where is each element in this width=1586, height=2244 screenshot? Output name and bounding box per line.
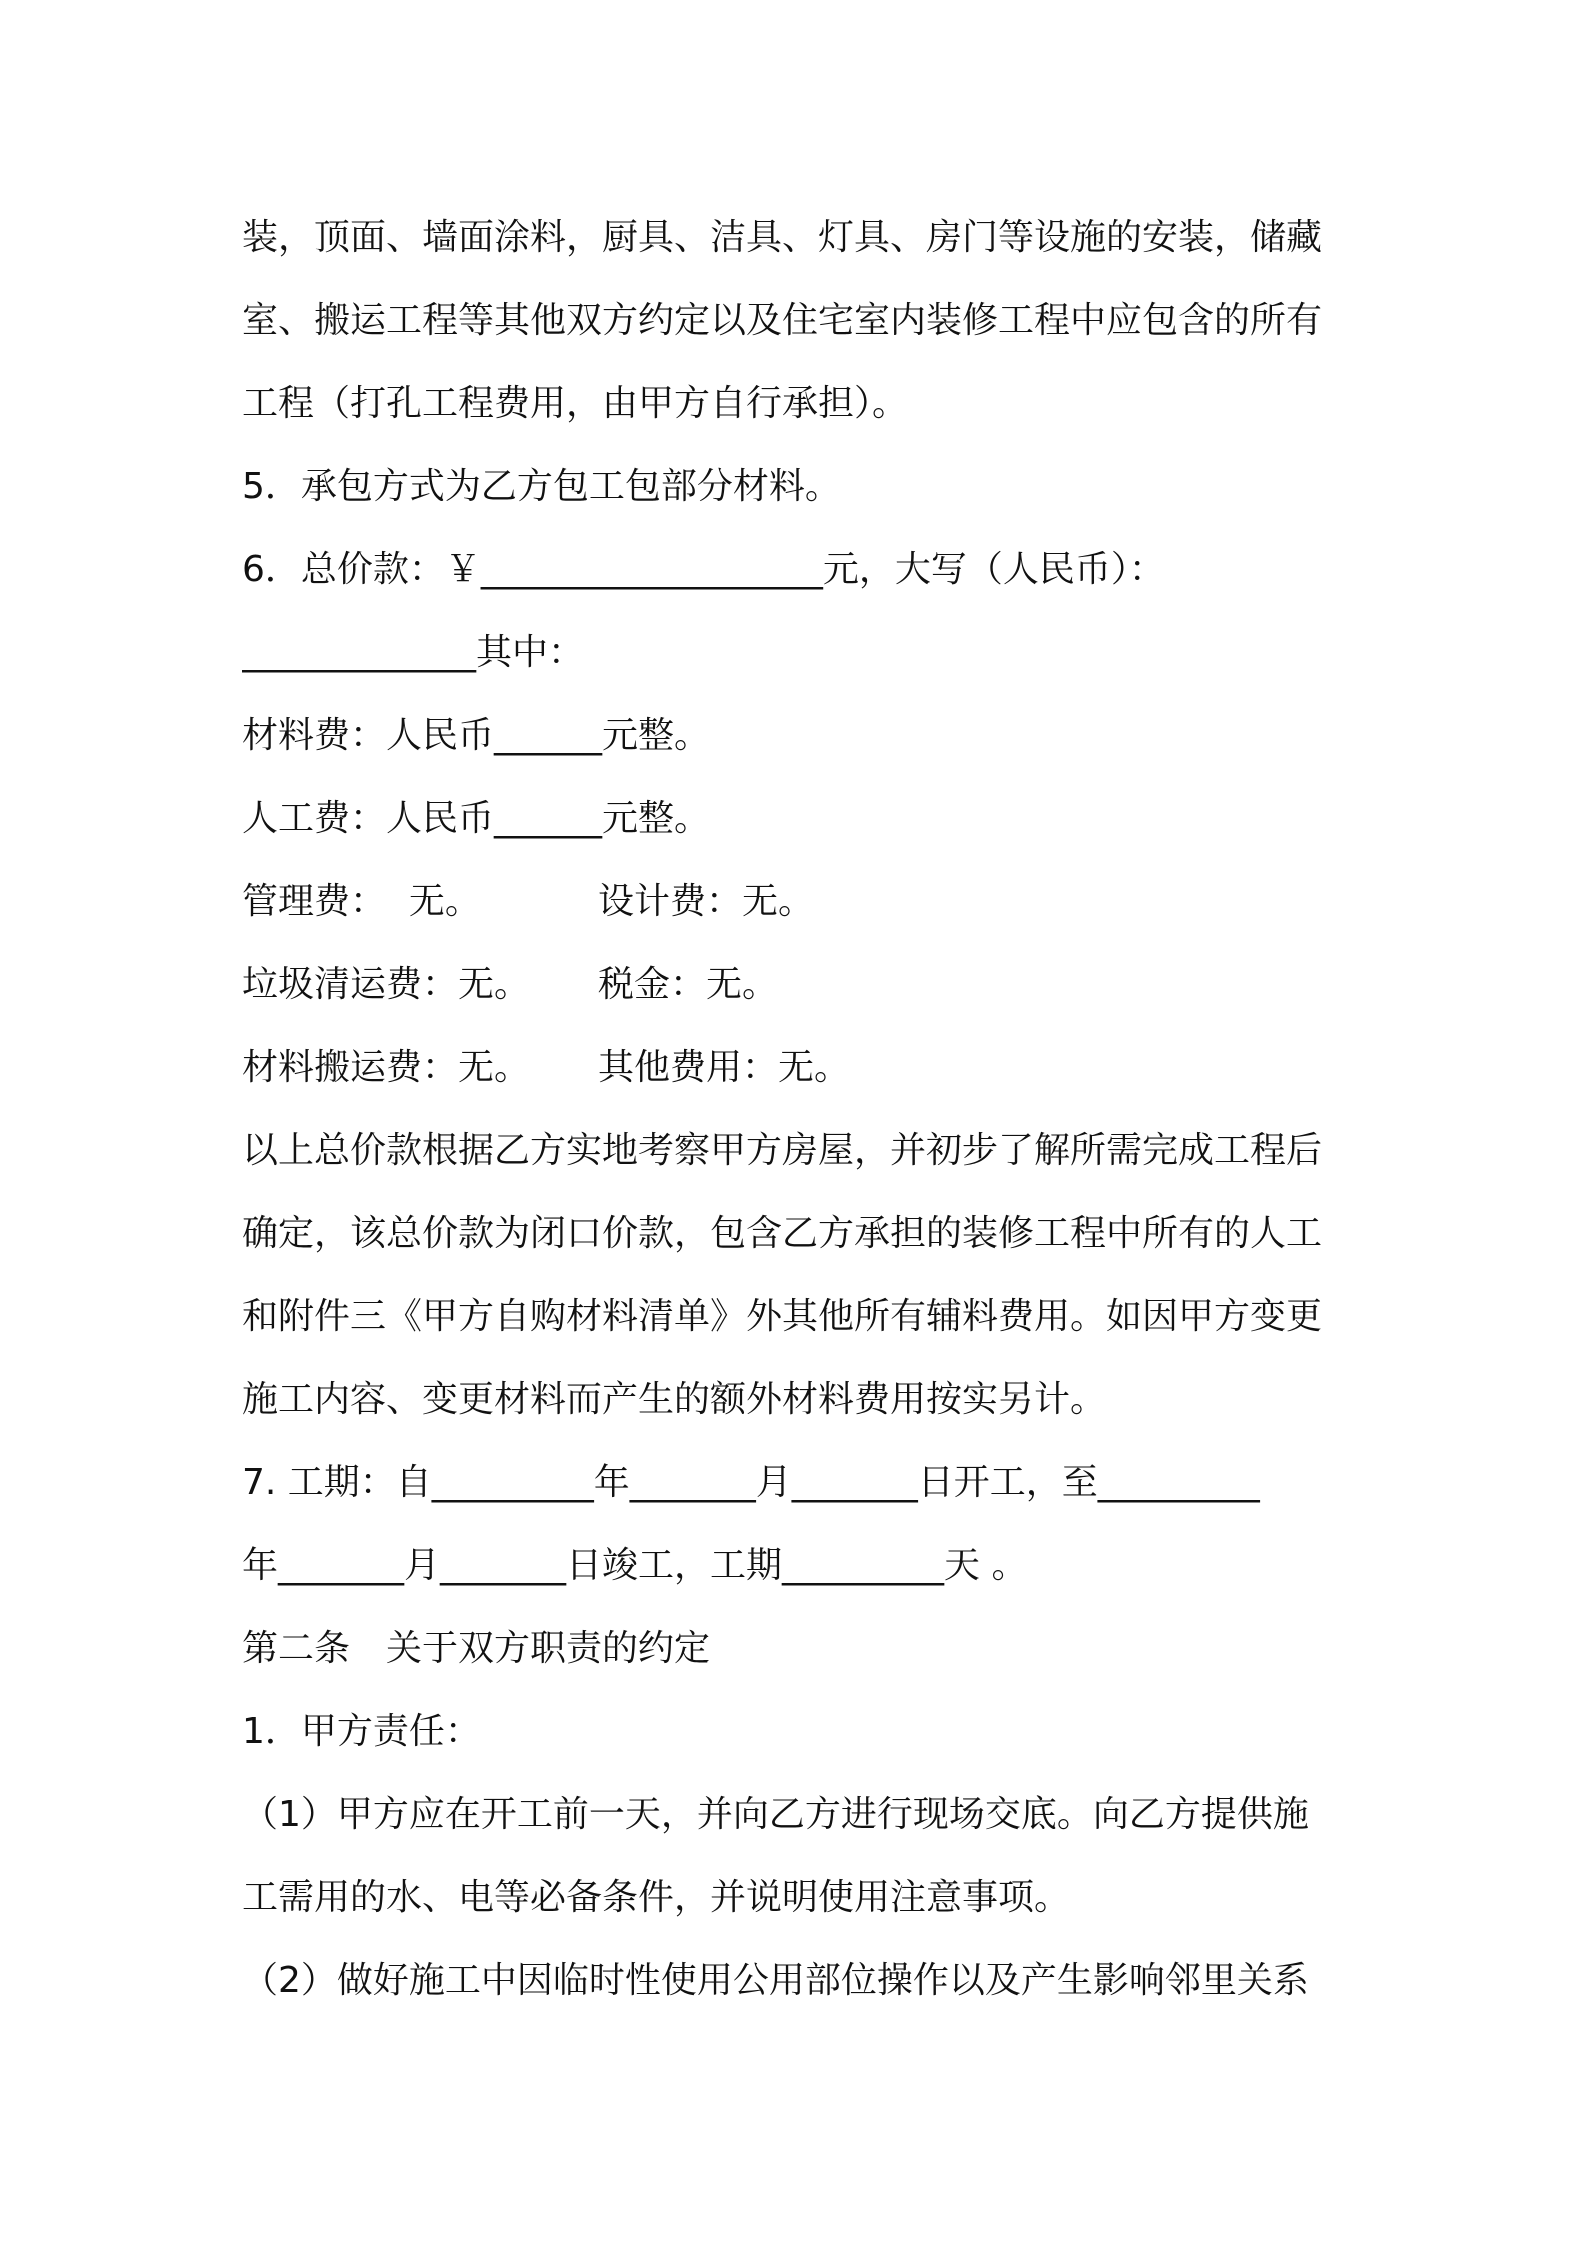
- text-line: _____________其中：: [242, 632, 585, 673]
- fee-row: [242, 1026, 1354, 1109]
- contract-text: [242, 196, 1354, 2022]
- text-line: （2）做好施工中因临时性使用公用部位操作以及产生影响邻里关系: [242, 1960, 1309, 2001]
- text-line: 工需用的水、电等必备条件，并说明使用注意事项。: [242, 1877, 1071, 1918]
- text-line: 室、搬运工程等其他双方约定以及住宅室内装修工程中应包含的所有: [242, 300, 1323, 341]
- schedule-clause: 7. 工期：自_________年_______月_______日开工，至_________: [242, 1462, 1260, 1503]
- text-line: 确定，该总价款为闭口价款，包含乙方承担的装修工程中所有的人工: [242, 1213, 1323, 1254]
- fee-item-design: 设计费：无。: [598, 881, 815, 922]
- fee-row: [242, 943, 1354, 1026]
- text-line: 工程（打孔工程费用，由甲方自行承担）。: [242, 383, 909, 424]
- fee-row: [242, 860, 1354, 943]
- total-price-clause: 6．总价款：￥___________________元，大写（人民币）：: [242, 549, 1165, 590]
- section-heading: 第二条 关于双方职责的约定: [242, 1628, 711, 1669]
- fee-item-other: 其他费用：无。: [598, 1047, 851, 1088]
- text-line: 施工内容、变更材料而产生的额外材料费用按实另计。: [242, 1379, 1107, 1420]
- fee-item-management: 管理费： 无。: [242, 881, 481, 922]
- subsection-heading: 1．甲方责任：: [242, 1711, 481, 1752]
- fee-item-tax: 税金：无。: [598, 964, 779, 1005]
- labor-fee-line: 人工费：人民币______元整。: [242, 798, 711, 839]
- contract-method-clause: 5．承包方式为乙方包工包部分材料。: [242, 466, 841, 507]
- fee-item-garbage: 垃圾清运费：无。: [242, 964, 531, 1005]
- text-line: 以上总价款根据乙方实地考察甲方房屋，并初步了解所需完成工程后: [242, 1130, 1323, 1171]
- fee-item-material-transport: 材料搬运费：无。: [242, 1047, 531, 1088]
- text-line: 装，顶面、墙面涂料，厨具、洁具、灯具、房门等设施的安装，储藏: [242, 217, 1323, 258]
- text-line: 和附件三《甲方自购材料清单》外其他所有辅料费用。如因甲方变更: [242, 1296, 1323, 1337]
- text-line: （1）甲方应在开工前一天，并向乙方进行现场交底。向乙方提供施: [242, 1794, 1309, 1835]
- text-line: 年_______月_______日竣工，工期_________天 。: [242, 1545, 1028, 1586]
- material-fee-line: 材料费：人民币______元整。: [242, 715, 711, 756]
